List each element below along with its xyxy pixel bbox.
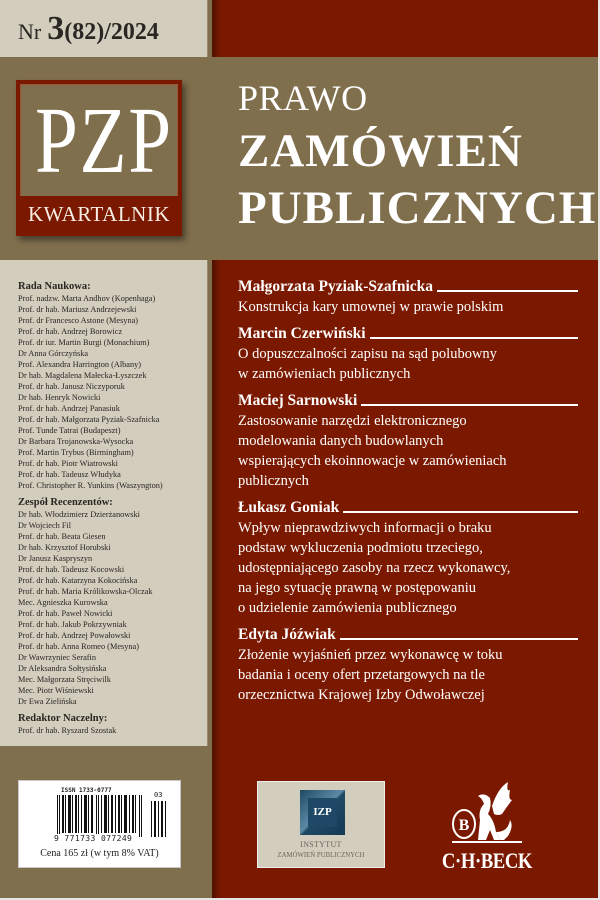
publisher-name: C·H·BECK: [441, 848, 533, 873]
barcode-box: [18, 780, 181, 868]
board-member: Dr Anna Górczyńska: [18, 349, 89, 358]
board-member: Prof. dr hab. Katarzyna Kokocińska: [18, 576, 138, 585]
board-member: Prof. dr hab. Tadeusz Kocowski: [18, 565, 125, 574]
board-member: Prof. dr hab. Maria Królikowska-Olczak: [18, 587, 153, 596]
board-member: Mec. Piotr Wiśniewski: [18, 686, 94, 695]
section-heading: Redaktor Naczelny:: [18, 713, 108, 724]
board-member: Prof. Christopher R. Yunkins (Waszyngton): [18, 481, 163, 490]
pzp-logo: [16, 80, 182, 236]
svg-text:B: B: [458, 817, 470, 834]
article-title-line: udostępniającego zasoby na rzecz wykonawcy,: [238, 560, 511, 576]
article-entry: [238, 324, 578, 384]
barcode-icon: [57, 795, 143, 837]
board-member: Prof. dr hab. Anna Romeo (Mesyna): [18, 642, 139, 651]
article-title-line: Zastosowanie narzędzi elektronicznego: [238, 413, 467, 429]
barcode-addon: 03: [154, 791, 163, 799]
addon-barcode-icon: [151, 801, 167, 837]
board-member: Dr Wojciech Fil: [18, 521, 72, 530]
article-title-line: Wpływ nieprawdziwych informacji o braku: [238, 520, 492, 536]
title-line-2: ZAMÓWIEŃ: [238, 125, 523, 177]
section-heading: Zespół Recenzentów:: [18, 497, 113, 508]
reviewers: [18, 497, 207, 707]
article-title-line: Złożenie wyjaśnień przez wykonawcę w toku: [238, 647, 503, 663]
board-member: Dr Aleksandra Sołtysińska: [18, 664, 107, 673]
article-author: Maciej Sarnowski: [238, 391, 578, 411]
section-heading: Rada Naukowa:: [18, 281, 91, 292]
article-title-line: badania i oceny ofert przetargowych na tle: [238, 667, 485, 683]
article-title-line: wspierających ekoinnowacje w zamówieniach: [238, 453, 507, 469]
price: Cena 165 zł (w tym 8% VAT): [40, 848, 159, 859]
author-rule: [370, 337, 578, 339]
griffin-icon: [448, 780, 528, 848]
board-member: Prof. dr hab. Janusz Niczyporuk: [18, 382, 125, 391]
author-rule: [437, 290, 578, 292]
author-rule: [340, 638, 578, 640]
board-member: Prof. dr hab. Ryszard Szostak: [18, 726, 117, 735]
board-member: Prof. dr hab. Tadeusz Włudyka: [18, 470, 121, 479]
article-title-line: Konstrukcja kary umownej w prawie polskim: [238, 299, 504, 315]
article-entry: [238, 277, 578, 317]
article-title-line: orzecznictwa Krajowej Izby Odwoławczej: [238, 687, 485, 703]
board-member: Prof. nadzw. Marta Andhov (Kopenhaga): [18, 294, 156, 303]
board-member: Dr Janusz Kaspryszyn: [18, 554, 93, 563]
board-member: Prof. dr Francesco Astone (Mesyna): [18, 316, 139, 325]
scientific-council: [18, 281, 207, 491]
izp-emblem-icon: IZP: [300, 790, 345, 835]
board-member: Dr Wawrzyniec Serafin: [18, 653, 96, 662]
board-member: Dr hab. Włodzimierz Dzierżanowski: [18, 510, 140, 519]
editor-in-chief: [18, 713, 207, 736]
article-title-line: publicznych: [238, 473, 309, 489]
board-member: Prof. dr hab. Andrzej Panasiuk: [18, 404, 120, 413]
article-entry: [238, 625, 578, 705]
article-title-line: podstaw wykluczenia podmiotu trzeciego,: [238, 540, 483, 556]
board-member: Dr hab. Krzysztof Horubski: [18, 543, 111, 552]
ean-number: 9 771733 077249: [54, 834, 133, 843]
article-author: Marcin Czerwiński: [238, 324, 578, 344]
article-title-line: modelowania danych budowlanych: [238, 433, 444, 449]
logo-subtitle: KWARTALNIK: [20, 196, 178, 232]
board-member: Dr Barbara Trojanowska-Wysocka: [18, 437, 134, 446]
board-member: Prof. dr hab. Jakub Pokrzywniak: [18, 620, 127, 629]
board-member: Prof. dr hab. Mariusz Andrzejewski: [18, 305, 137, 314]
board-member: Dr hab. Henryk Nowicki: [18, 393, 101, 402]
editorial-board: [0, 260, 208, 746]
article-title-line: w zamówieniach publicznych: [238, 366, 411, 382]
board-member: Prof. dr hab. Andrzej Powałowski: [18, 631, 131, 640]
issue-band: [0, 0, 208, 57]
article-entry: [238, 391, 578, 491]
article-entry: [238, 498, 578, 618]
title-line-3: PUBLICZNYCH: [238, 182, 597, 234]
board-member: Mec. Małgorzata Stręciwilk: [18, 675, 111, 684]
board-member: Prof. dr hab. Piotr Wiatrowski: [18, 459, 118, 468]
article-list: [238, 277, 578, 712]
article-author: Łukasz Goniak: [238, 498, 578, 518]
board-member: Prof. dr hab. Beata Giesen: [18, 532, 106, 541]
board-member: Prof. Martin Trybus (Birmingham): [18, 448, 134, 457]
article-title-line: na jego sytuację prawną w postępowaniu: [238, 580, 476, 596]
title-line-1: PRAWO: [238, 78, 368, 118]
board-member: Prof. Tunde Tatrai (Budapeszt): [18, 426, 121, 435]
author-rule: [361, 404, 578, 406]
issue-number: Nr 3(82)/2024: [18, 10, 159, 47]
author-rule: [343, 511, 578, 513]
board-member: Prof. dr hab. Małgorzata Pyziak-Szafnicka: [18, 415, 160, 424]
board-member: Dr hab. Magdalena Małecka-Łyszczek: [18, 371, 147, 380]
article-title-line: O dopuszczalności zapisu na sąd polubowny: [238, 346, 497, 362]
board-member: Prof. dr iur. Martin Burgi (Monachium): [18, 338, 150, 347]
board-member: Dr Ewa Zielińska: [18, 697, 77, 706]
publisher-logo: [432, 780, 542, 880]
board-member: Mec. Agnieszka Kurowska: [18, 598, 108, 607]
izp-logo: [257, 781, 385, 868]
article-title-line: o udzielenie zamówienia publicznego: [238, 600, 457, 616]
issn: ISSN 1733-0777: [61, 787, 112, 794]
logo-letters: PZP: [35, 89, 173, 193]
izp-line-1: INSTYTUT: [300, 840, 342, 849]
board-member: Prof. dr hab. Andrzej Borowicz: [18, 327, 123, 336]
article-author: Małgorzata Pyziak-Szafnicka: [238, 277, 578, 297]
izp-line-2: ZAMÓWIEŃ PUBLICZNYCH: [277, 852, 365, 859]
board-member: Prof. Alexandra Harrington (Albany): [18, 360, 142, 369]
article-author: Edyta Jóźwiak: [238, 625, 578, 645]
top-red-band: [212, 0, 598, 57]
board-member: Prof. dr hab. Paweł Nowicki: [18, 609, 113, 618]
